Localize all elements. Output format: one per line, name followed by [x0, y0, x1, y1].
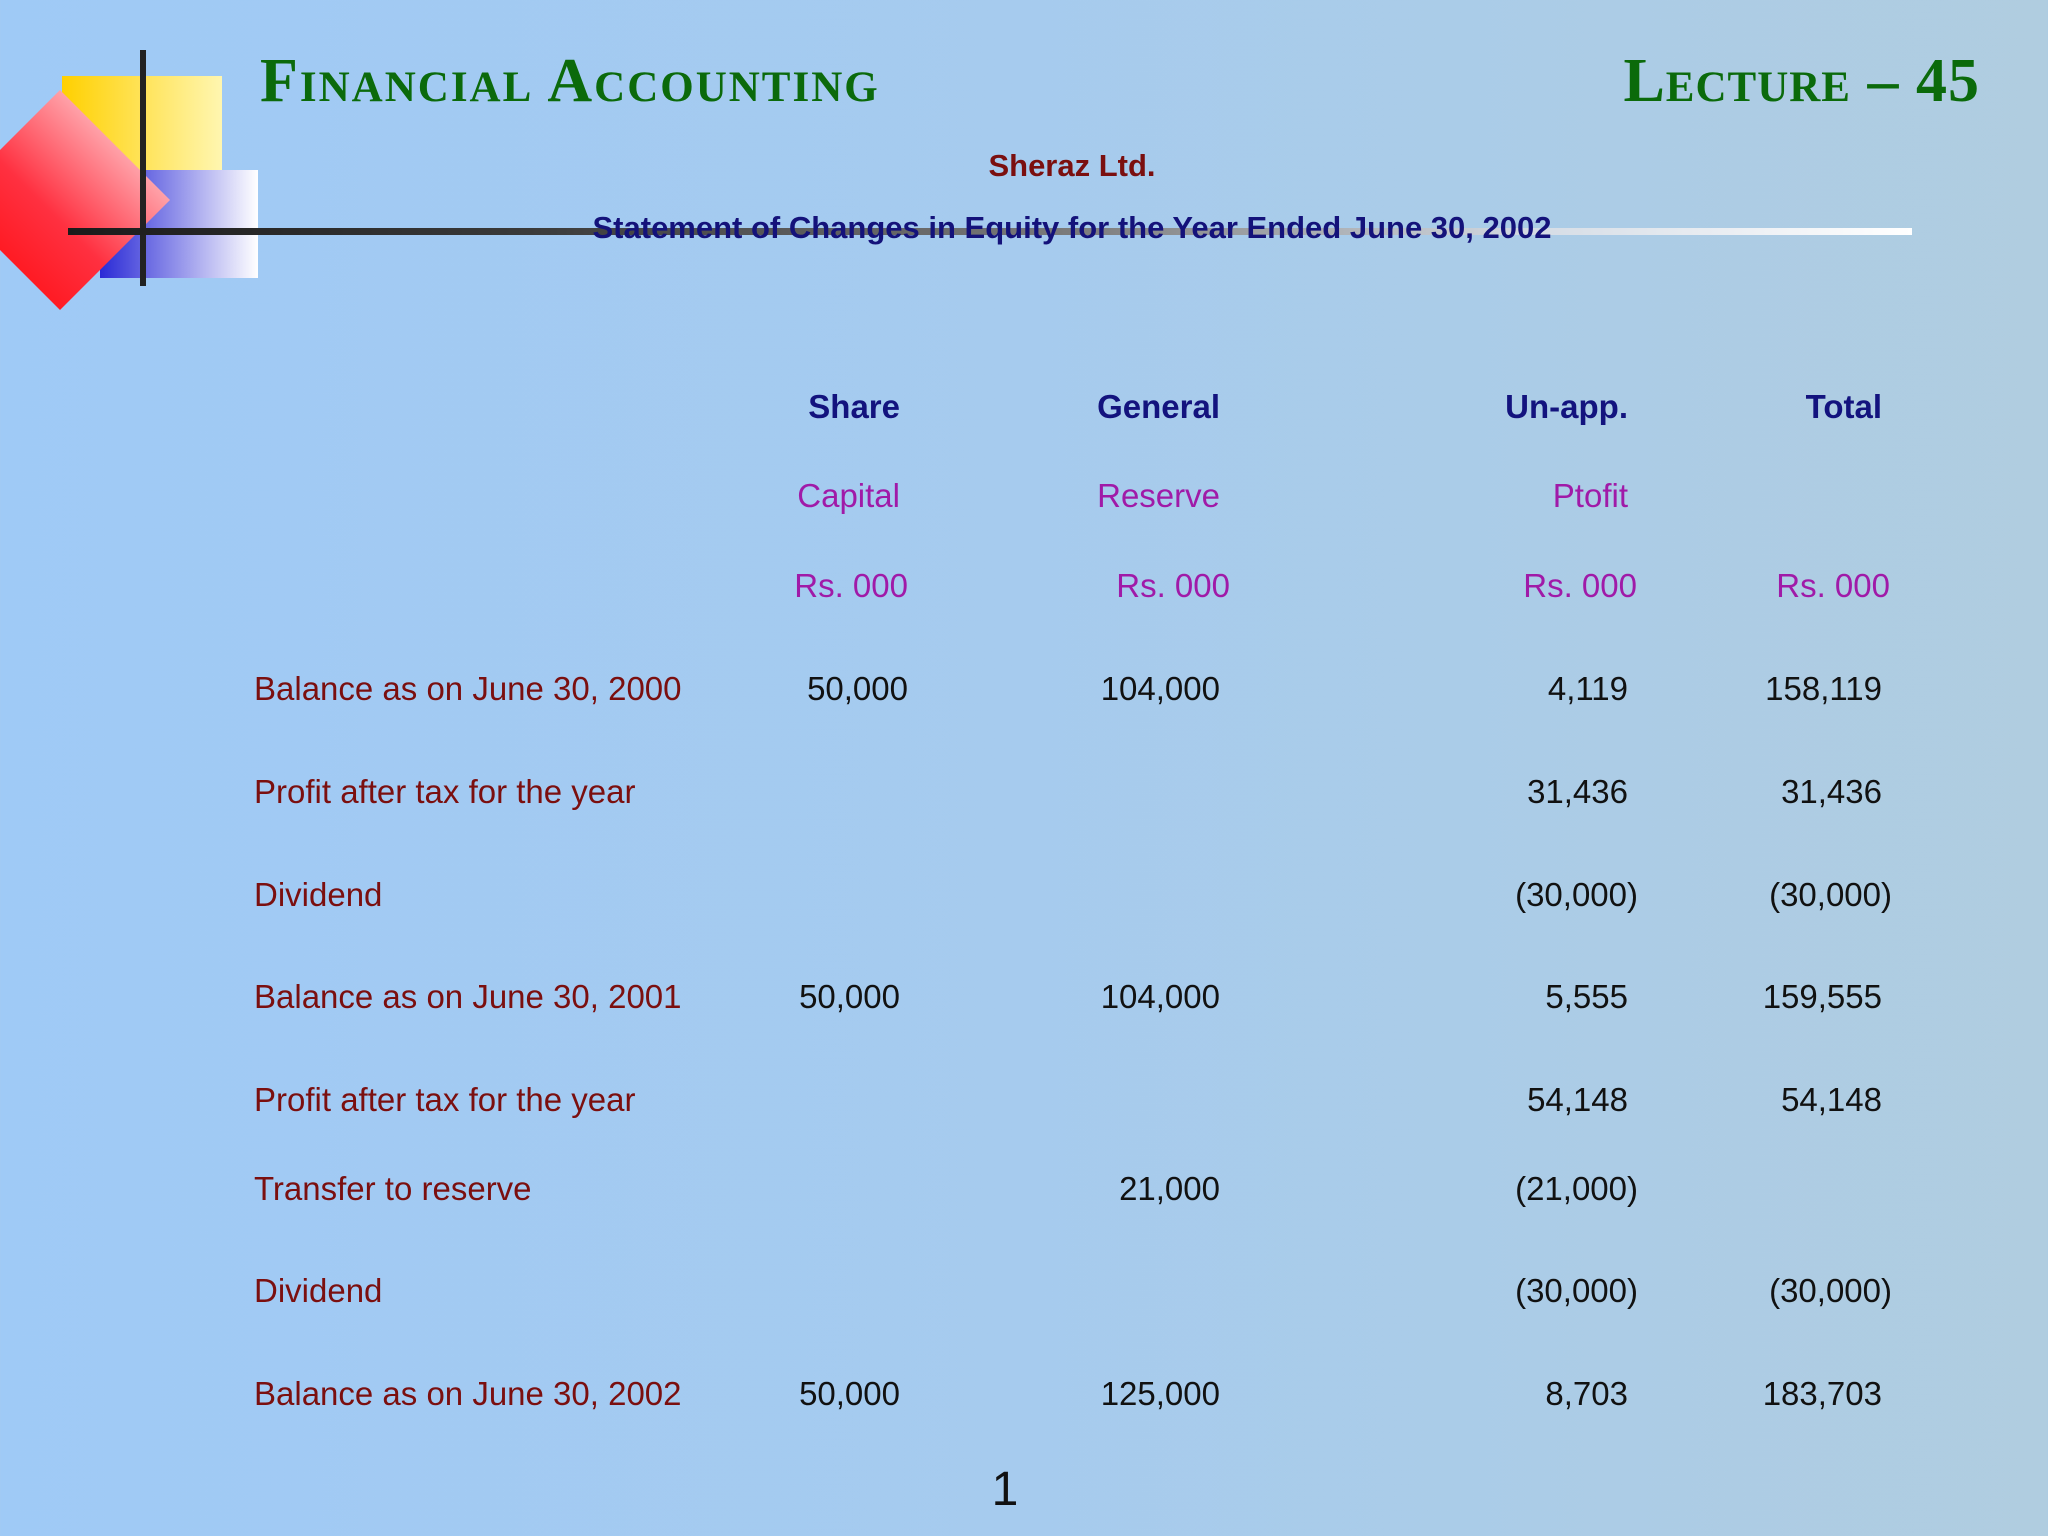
- row-label: Profit after tax for the year: [254, 1081, 636, 1118]
- unapp-profit-value: 5,555: [1545, 978, 1628, 1015]
- page-number: 1: [991, 1463, 1019, 1516]
- col-unit-share: Rs. 000: [794, 567, 908, 604]
- row-label: Balance as on June 30, 2001: [254, 978, 682, 1015]
- unapp-profit-value: 4,119: [1547, 670, 1628, 707]
- unapp-profit-value: 8,703: [1545, 1375, 1628, 1412]
- row-label: Dividend: [254, 876, 383, 913]
- col-header-general: General: [1097, 388, 1220, 425]
- row-label: Dividend: [254, 1272, 383, 1309]
- total-value: 31,436: [1781, 773, 1882, 810]
- share-capital-value: 50,000: [799, 978, 900, 1015]
- col-subheader-profit: Ptofit: [1552, 477, 1628, 514]
- company-name: Sheraz Ltd.: [988, 148, 1156, 183]
- total-value: 54,148: [1781, 1081, 1882, 1118]
- course-title: Financial Accounting: [260, 47, 880, 115]
- share-capital-value: 50,000: [799, 1375, 900, 1412]
- col-subheader-capital: Capital: [797, 477, 900, 514]
- share-capital-value: 50,000: [807, 670, 908, 707]
- col-unit-total: Rs. 000: [1776, 567, 1890, 604]
- row-label: Profit after tax for the year: [254, 773, 636, 810]
- general-reserve-value: 125,000: [1100, 1375, 1220, 1412]
- unapp-profit-value: (30,000): [1515, 876, 1638, 913]
- row-label: Balance as on June 30, 2000: [254, 670, 682, 707]
- total-value: (30,000): [1769, 876, 1892, 913]
- unapp-profit-value: 31,436: [1527, 773, 1628, 810]
- col-header-unapp: Un-app.: [1505, 388, 1628, 425]
- total-value: 158,119: [1765, 670, 1882, 707]
- col-header-share: Share: [808, 388, 900, 425]
- col-header-total: Total: [1805, 388, 1882, 425]
- total-value: 159,555: [1762, 978, 1882, 1015]
- general-reserve-value: 104,000: [1100, 978, 1220, 1015]
- lecture-number: Lecture – 45: [1623, 47, 1980, 115]
- unapp-profit-value: (21,000): [1515, 1170, 1638, 1207]
- col-unit-unapp: Rs. 000: [1523, 567, 1637, 604]
- general-reserve-value: 104,000: [1100, 670, 1220, 707]
- unapp-profit-value: (30,000): [1515, 1272, 1638, 1309]
- unapp-profit-value: 54,148: [1527, 1081, 1628, 1118]
- general-reserve-value: 21,000: [1119, 1170, 1220, 1207]
- col-unit-general: Rs. 000: [1116, 567, 1230, 604]
- total-value: 183,703: [1762, 1375, 1882, 1412]
- row-label: Transfer to reserve: [254, 1170, 532, 1207]
- row-label: Balance as on June 30, 2002: [254, 1375, 682, 1412]
- col-subheader-reserve: Reserve: [1097, 477, 1220, 514]
- statement-title: Statement of Changes in Equity for the Year Ended June 30, 2002: [592, 210, 1552, 245]
- total-value: (30,000): [1769, 1272, 1892, 1309]
